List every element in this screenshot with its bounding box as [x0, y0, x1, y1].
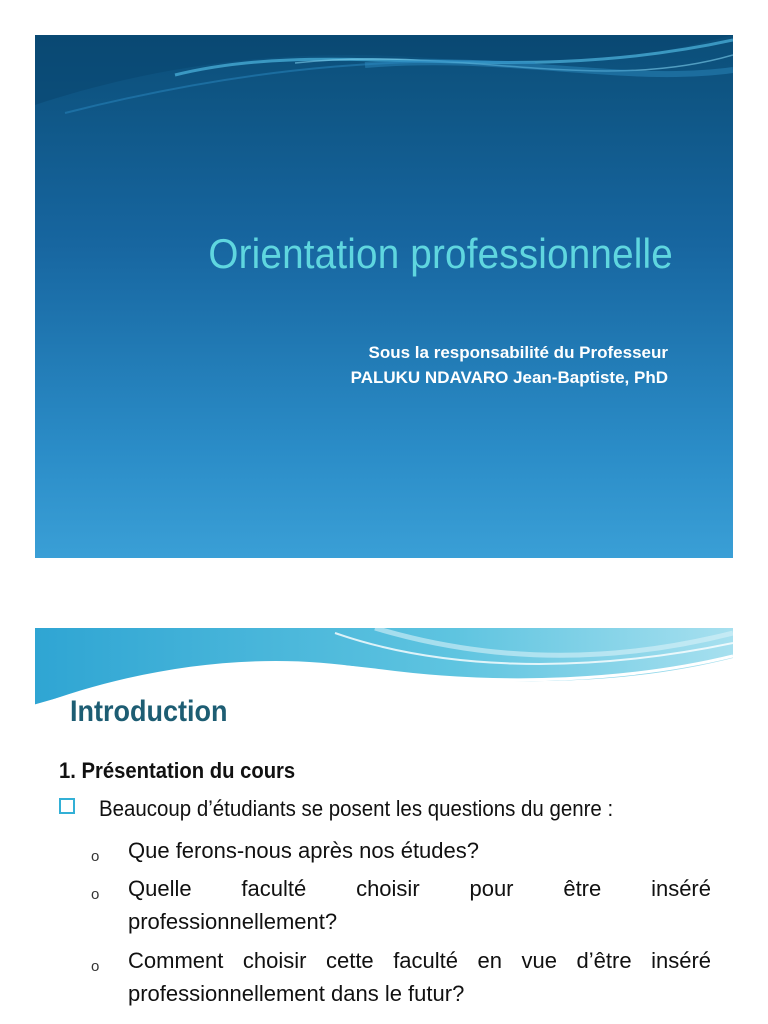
subtitle-line-1: Sous la responsabilité du Professeur: [368, 343, 668, 362]
slide-title: Orientation professionnelle: [208, 230, 673, 277]
main-bullet: [59, 796, 719, 822]
circle-bullet-icon: o: [91, 886, 100, 903]
sub-bullet: [91, 834, 711, 867]
slide-title: Introduction: [70, 695, 228, 728]
sub-bullet-text-line2: professionnellement?: [128, 909, 338, 934]
sub-bullet-text-line2: professionnellement dans le futur?: [128, 981, 465, 1006]
subtitle-line-2: PALUKU NDAVARO Jean-Baptiste, PhD: [350, 368, 668, 387]
sub-bullet-text-line1: Quelle faculté choisir pour être inséré: [128, 876, 711, 901]
circle-bullet-icon: o: [91, 958, 100, 975]
content-slide: [35, 628, 733, 1024]
title-slide: [35, 35, 733, 558]
square-bullet-icon: [59, 798, 75, 814]
main-bullet-text: Beaucoup d’étudiants se posent les questions du genre :: [99, 796, 614, 821]
circle-bullet-icon: o: [91, 848, 100, 865]
sub-bullet-text-line1: Comment choisir cette faculté en vue d’être inséré: [128, 948, 711, 973]
section-heading: 1. Présentation du cours: [59, 758, 296, 783]
sub-bullet: [91, 872, 711, 938]
sub-bullet-text: Que ferons-nous après nos études?: [128, 838, 480, 863]
sub-bullet: [91, 944, 711, 1010]
decorative-waves: [35, 35, 733, 145]
slide-subtitle: [351, 340, 668, 390]
